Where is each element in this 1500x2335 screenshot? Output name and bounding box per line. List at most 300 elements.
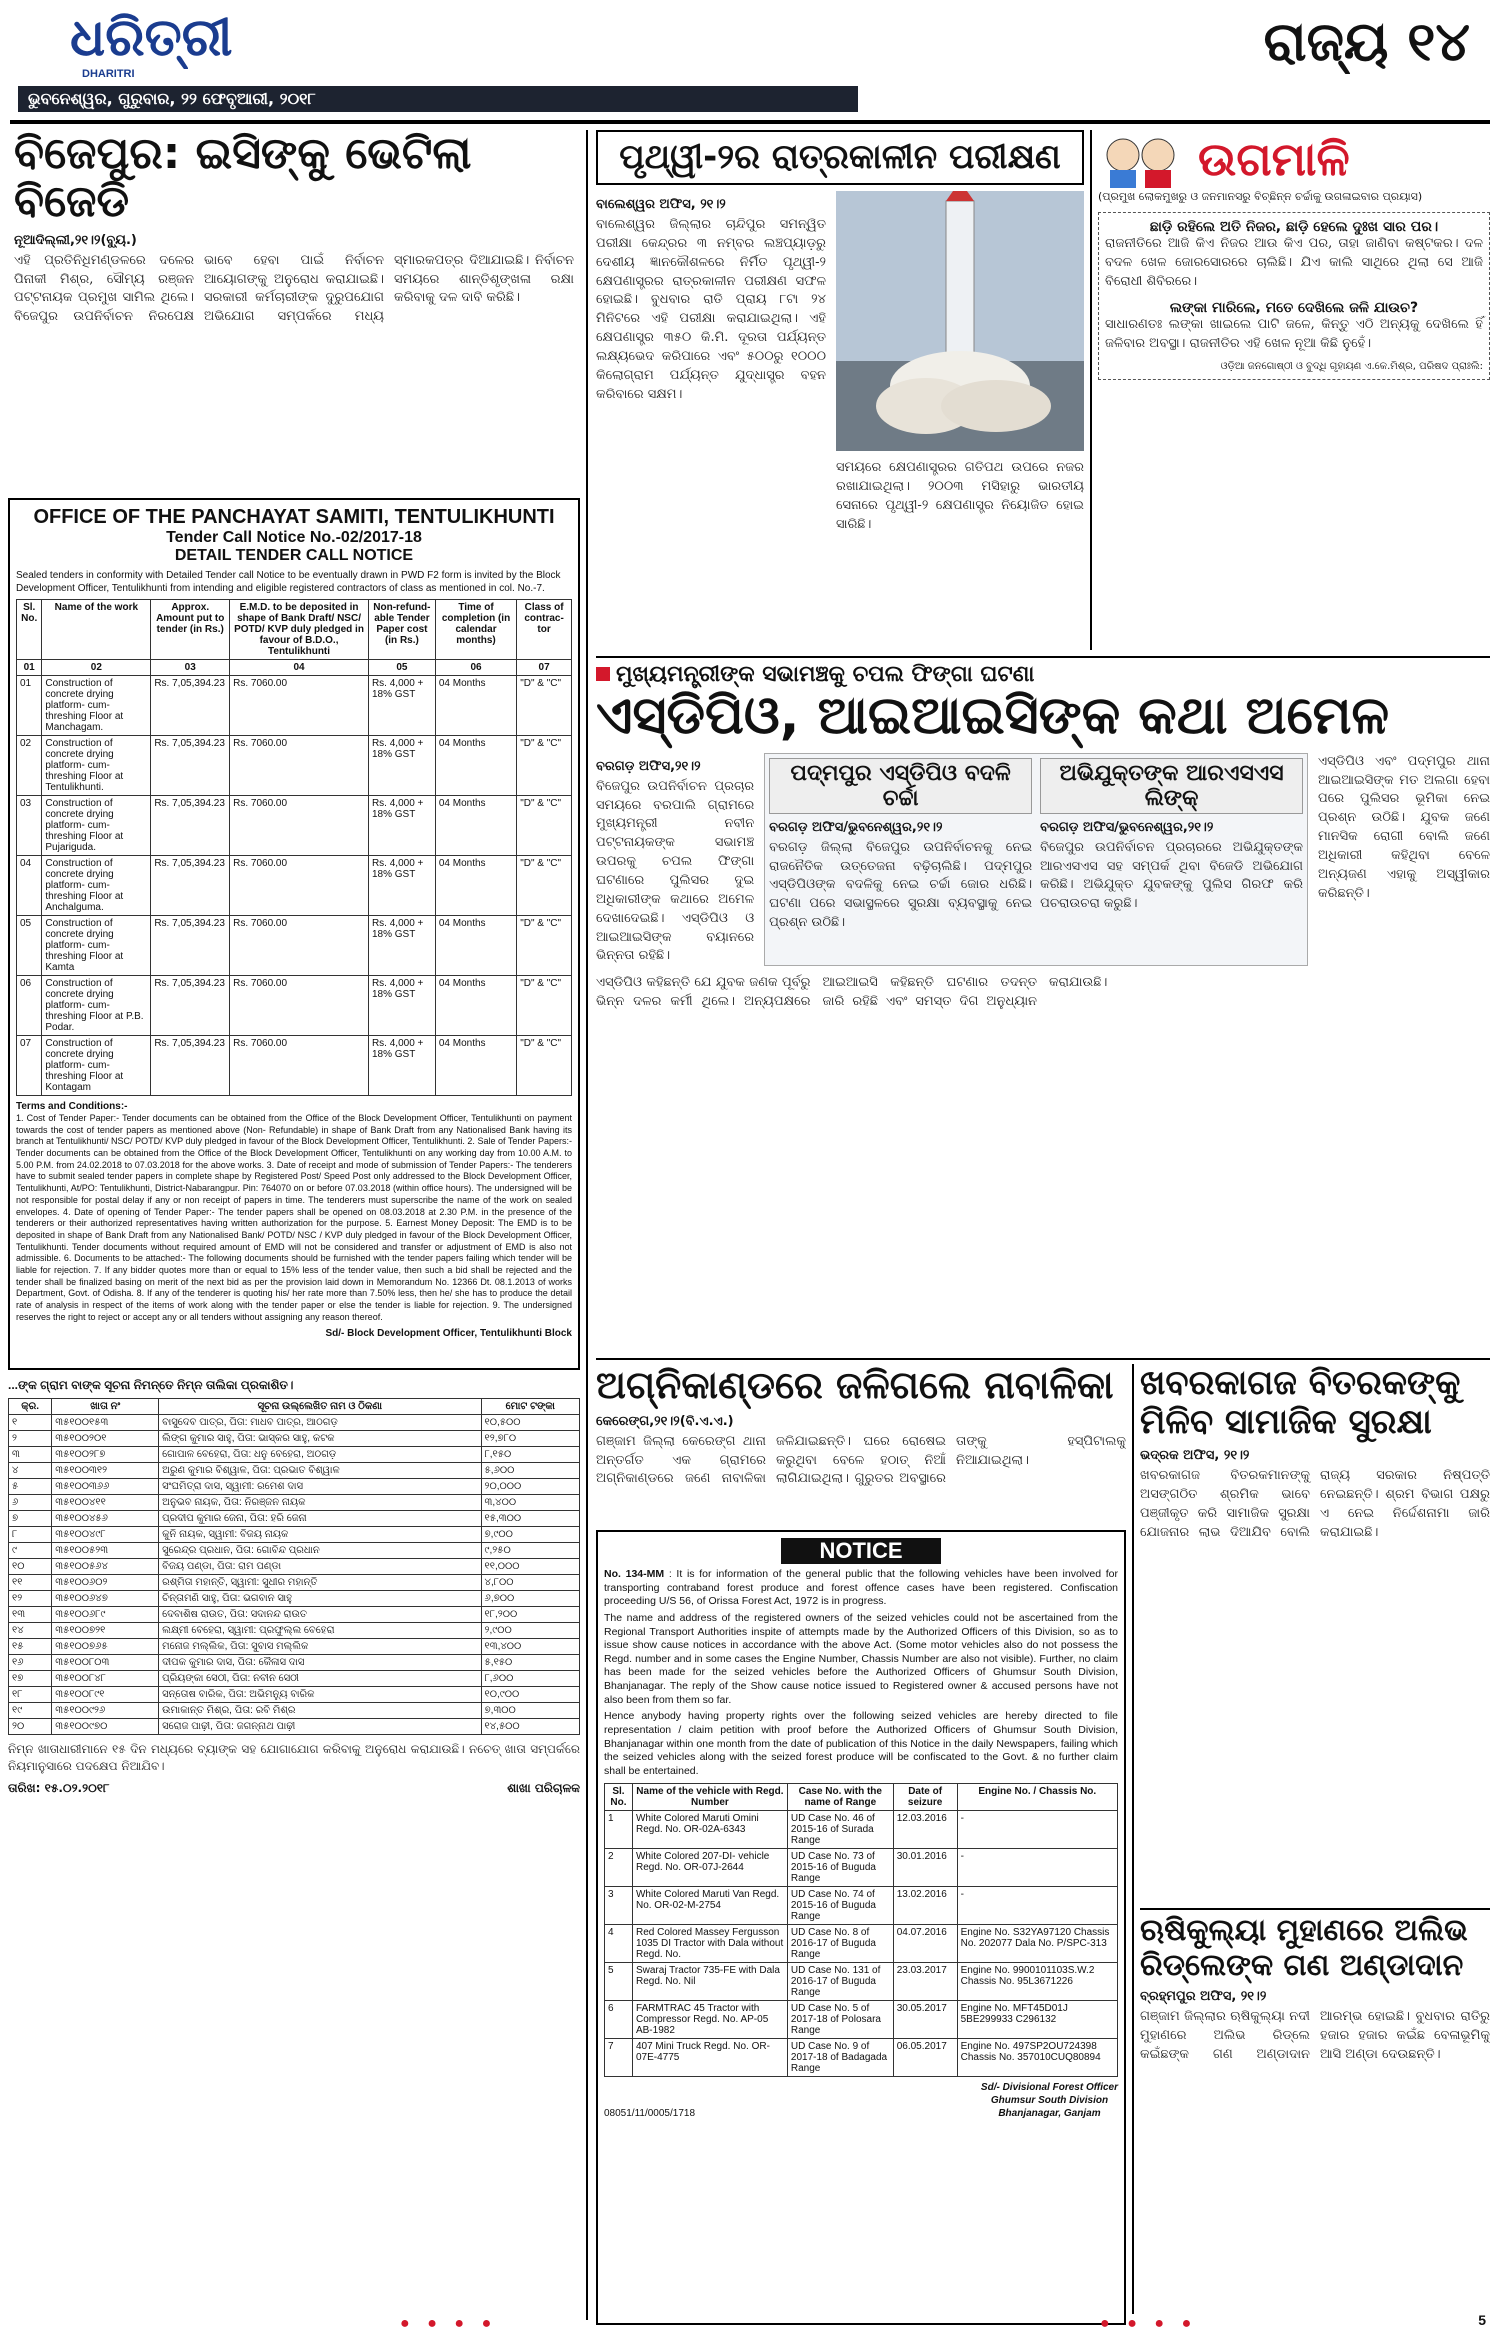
list-row [9,1478,580,1494]
table-cell: Rs. 7060.00 [230,916,369,976]
table-cell: ୫,୬୦୦ [481,1462,579,1478]
dateline: ଭୁବନେଶ୍ୱର, ଗୁରୁବାର, ୨୨ ଫେବୃଆରୀ, ୨୦୧୮ [18,86,858,112]
headline: ଏସ୍‌ଡିପିଓ, ଆଇଆଇସିଙ୍କ କଥା ଅମେଳ [596,686,1390,746]
story-body: ଗଞ୍ଜାମ ଜିଲ୍ଲା କେରେଙ୍ଗ ଥାନା ଅନ୍ତର୍ଗତ ଏକ ଗ୍ରାମରେ ଅଗ୍ନିକାଣ୍ଡରେ ଜଣେ ନାବାଳିକା ଜଳିଯାଇଛନ୍ତି। ଘରେ ରୋଷେଇ କରୁଥିବା ବେଳେ ହଠାତ୍ ନିଆଁ ଲାଗିଯାଇଥିଲା। ଗୁରୁତର ଅବସ୍ଥାରେ ତାଙ୍କୁ ହସ୍ପିଟାଲକୁ ନିଆଯାଇଥିଲା। [596,1433,1126,1487]
table-cell: UD Case No. 8 of 2016-17 of Buguda Range [787,1924,893,1962]
list-row [9,1654,580,1670]
table-cell: ୩୫୧୦୦୨୮୭ [52,1446,159,1462]
tender-row [17,916,572,976]
table-cell: Construction of concrete drying platform- cum- threshing Floor at P.B. Podar. [42,976,151,1036]
list-intro: ...ଙ୍କ ଗ୍ରାମ ବାଙ୍କ ସୂଚନା ନିମନ୍ତେ ନିମ୍ନ ତାଲିକା ପ୍ରକାଶିତ। [8,1378,294,1392]
table-cell: 04.07.2016 [893,1924,957,1962]
story-rushikulya [1140,1914,1490,2314]
table-cell: ମନୋଜ ମଲ୍ଲିକ, ପିତା: ସୁବାସ ମଲ୍ଲିକ [159,1638,481,1654]
list-row [9,1414,580,1430]
table-cell: Swaraj Tractor 735-FE with Dala Regd. No. Nil [632,1962,787,2000]
table-cell: ୪,୮୦୦ [481,1574,579,1590]
answer-1: ରାଜନୀତିରେ ଆଜି କିଏ ନିଜର ଆଉ କିଏ ପର, ତାହା ଜାଣିବା କଷ୍ଟକର। ଦଳ ବଦଳ ଖେଳ ଜୋରସୋରରେ ଚାଲିଛି। ଯିଏ କାଲି ସାଥିରେ ଥିଲା ସେ ଆଜି ବିରୋଧୀ ଶିବିରରେ। [1105,236,1483,289]
table-cell: Engine No. S32YA97120 Chassis No. 202077 Dala No. P/SPC-313 [957,1924,1117,1962]
table-cell: ଉମାକାନ୍ତ ମିଶ୍ର, ପିତା: ରବି ମିଶ୍ର [159,1702,481,1718]
table-cell: Rs. 7060.00 [230,976,369,1036]
tender-title: OFFICE OF THE PANCHAYAT SAMITI, TENTULIKHUNTI [33,506,555,528]
tender-row [17,676,572,736]
ugamali-intro: (ପ୍ରମୁଖ ଲୋକମୁଖରୁ ଓ ଜନମାନସରୁ ବିଚ୍ଛିନ୍ନ ଚର୍ଚ୍ଚାକୁ ଉଗଳାଇବାର ପ୍ରୟାସ) [1098,190,1423,203]
table-cell: ଅନୁଭବ ନାୟକ, ପିତା: ନିରଞ୍ଜନ ନାୟକ [159,1494,481,1510]
list-table [8,1398,580,1735]
officer-division: Ghumsur South Division [990,2094,1109,2106]
table-cell: ୮ [9,1526,52,1542]
notice-code: 08051/11/0005/1718 [604,2107,696,2119]
kicker: ମୁଖ୍ୟମନ୍ତ୍ରୀଙ୍କ ସଭାମଞ୍ଚକୁ ଚପଲ ଫିଙ୍ଗା ଘଟଣା [616,662,1035,687]
list-row [9,1510,580,1526]
table-cell: ଗୋପାଳ ବେହେରା, ପିତା: ଧନୁ ବେହେରା, ଅଠଗଡ଼ [159,1446,481,1462]
table-cell: Rs. 7060.00 [230,1036,369,1096]
table-cell: Engine No. 497SP2OU724398 Chassis No. 357010CUQ80894 [957,2038,1117,2076]
table-cell: UD Case No. 9 of 2017-18 of Badagada Range [787,2038,893,2076]
list-row [9,1590,580,1606]
table-cell: Rs. 7,05,394.23 [151,676,230,736]
notice-para-1: It is for information of the general public that the following vehicles have been involved for transporting contraband forest produce and forest offence cases have been registered. Confiscation proceeding U/S 56, of Orissa Forest Act, 1972 is in progress. [604,1568,1118,1608]
table-cell: 4 [605,1924,633,1962]
tender-table [16,599,572,1096]
table-cell: Rs. 7060.00 [230,796,369,856]
table-cell: UD Case No. 131 of 2016-17 of Buguda Range [787,1962,893,2000]
table-cell: "D" & "C" [517,916,572,976]
notice-title: NOTICE [781,1538,941,1564]
table-cell: Rs. 7060.00 [230,856,369,916]
table-cell: Engine No. MFT45D01J 5BE299933 C296132 [957,2000,1117,2038]
headline: ଅଗ୍ନିକାଣ୍ଡରେ ଜଳିଗଲେ ନାବାଳିକା [596,1364,1114,1407]
table-cell: ସଂଘମିତ୍ରା ଦାସ, ସ୍ୱାମୀ: ରମେଶ ଦାସ [159,1478,481,1494]
table-cell: ପ୍ରିୟଙ୍କା ସେଠୀ, ପିତା: ନବୀନ ସେଠୀ [159,1670,481,1686]
table-cell: 04 [17,856,42,916]
table-cell: Rs. 4,000 + 18% GST [368,976,435,1036]
tender-signature: Sd/- Block Development Officer, Tentulikhunti Block [325,1328,572,1340]
table-cell: 1 [605,1810,633,1848]
table-cell: ୧୫,୩୦୦ [481,1510,579,1526]
table-cell: Rs. 4,000 + 18% GST [368,856,435,916]
table-cell: 23.03.2017 [893,1962,957,2000]
table-cell: 04 Months [435,1036,516,1096]
vehicle-row [605,2038,1118,2076]
col-num: 06 [435,660,516,676]
column-divider [1132,1364,1134,2314]
th-total: ମୋଟ ଟଙ୍କା [481,1398,579,1414]
vehicle-row [605,2000,1118,2038]
table-cell: ଚିନ୍ତାମଣି ସାହୁ, ପିତା: ଭଗବାନ ସାହୁ [159,1590,481,1606]
tender-row [17,976,572,1036]
table-cell: ୧୩ [9,1606,52,1622]
table-cell: 2 [605,1848,633,1886]
table-cell: Rs. 7,05,394.23 [151,796,230,856]
table-cell: ବାସୁଦେବ ପାତ୍ର, ପିତା: ମାଧବ ପାତ୍ର, ଆଠଗଡ଼ [159,1414,481,1430]
table-cell: ଦୀପକ କୁମାର ଦାସ, ପିତା: କୈଳାସ ଦାସ [159,1654,481,1670]
table-cell: ୧୩,୪୦୦ [481,1638,579,1654]
th-work: Name of the work [42,600,151,660]
story-body: ଏହି ପ୍ରତିନିଧିମଣ୍ଡଳରେ ଦଳେର ପିନାକୀ ମିଶ୍ର, ସୌମ୍ୟ ରଞ୍ଜନ ପଟ୍ଟନାୟକ ପ୍ରମୁଖ ସାମିଲ ଥିଲେ। ବିଜେପୁର ଉପନିର୍ବାଚନ ନିରପେକ୍ଷ ଭାବେ ହେବା ପାଇଁ ନିର୍ବାଚନ ଆୟୋଗଙ୍କୁ ଅନୁରୋଧ କରାଯାଇଛି। ସରକାରୀ କର୍ମଚାରୀଙ୍କ ଦୁରୁପଯୋଗ ଅଭିଯୋଗ ସମ୍ପର୍କରେ ମଧ୍ୟ ସ୍ମାରକପତ୍ର ଦିଆଯାଇଛି। ନିର୍ବାଚନ ସମୟରେ ଶାନ୍ତିଶୃଙ୍ଖଳା ରକ୍ଷା କରିବାକୁ ଦଳ ଦାବି କରିଛି। [14,252,574,325]
byline: କେରେଙ୍ଗ,୨୧।୨(ବି.ଏ.ଏ.) [596,1413,734,1429]
byline: ଭଦ୍ରକ ଅଫିସ, ୨୧।୨ [1140,1448,1250,1464]
table-cell: Construction of concrete drying platform- cum- threshing Floor at Anchalguma. [42,856,151,916]
table-cell: ୭ [9,1510,52,1526]
table-cell: 06.05.2017 [893,2038,957,2076]
table-cell: ଲିଙ୍ଗ କୁମାର ସାହୁ, ପିତା: ଭାସ୍କର ସାହୁ, କଟକ [159,1430,481,1446]
th-emd: E.M.D. to be deposited in shape of Bank Draft/ NSC/ POTD/ KVP duly pledged in favour of B.D.O., Tentulikhunti [230,600,369,660]
table-cell: 04 Months [435,796,516,856]
story-body: ବାଲେଶ୍ୱର ଜିଲ୍ଲାର ଚାନ୍ଦିପୁର ସମନ୍ୱିତ ପରୀକ୍ଷା କେନ୍ଦ୍ରର ୩ ନମ୍ବର ଲଞ୍ଚପ୍ୟାଡ଼ରୁ ଦେଶୀୟ ଜ୍ଞାନକୌଶଳରେ ନିର୍ମିତ ପୃଥ୍ୱୀ-୨ କ୍ଷେପଣାସ୍ତ୍ରର ରାତ୍ରକାଳୀନ ପରୀକ୍ଷଣ ସଫଳ ହୋଇଛି। ବୁଧବାର ରାତି ପ୍ରାୟ ୮ଟା ୨୪ ମିନିଟରେ ଏହି ପରୀକ୍ଷା କରାଯାଇଥିଲା। ଏହି କ୍ଷେପଣାସ୍ତ୍ର ୩୫୦ କି.ମି. ଦୂରତା ପର୍ଯ୍ୟନ୍ତ ଲକ୍ଷ୍ୟଭେଦ କରିପାରେ ଏବଂ ୫୦୦ରୁ ୧୦୦୦ କିଲୋଗ୍ରାମ ପର୍ଯ୍ୟନ୍ତ ଯୁଦ୍ଧାସ୍ତ୍ର ବହନ କରିବାରେ ସକ୍ଷମ। [596,217,826,402]
table-cell: Rs. 4,000 + 18% GST [368,1036,435,1096]
table-cell: 5 [605,1962,633,2000]
quote-2: ଲଙ୍କା ମାରିଲେ, ମତେ ଦେଖିଲେ ଜଳି ଯାଉଚ? [1169,299,1419,316]
table-cell: ୩୫୧୦୦୪୯୮ [52,1526,159,1542]
table-cell: ୩୫୧୦୦୨୦୧ [52,1430,159,1446]
th-case: Case No. with the name of Range [787,1783,893,1810]
table-cell: ୩ [9,1446,52,1462]
section-rule [1140,1908,1490,1910]
story-fire [596,1364,1126,1524]
table-cell: "D" & "C" [517,736,572,796]
table-cell: ୧୦,୫୦୦ [481,1414,579,1430]
section-rule [596,1358,1490,1360]
list-row [9,1702,580,1718]
table-cell: ୪ [9,1462,52,1478]
vehicle-row [605,1848,1118,1886]
subhead-rss: ଅଭିଯୁକ୍ତଙ୍କ ଆରଏସଏସ ଲିଙ୍କ୍ [1040,758,1303,814]
table-cell: ୧୧,୦୦୦ [481,1558,579,1574]
th-slno: Sl. No. [17,600,42,660]
table-cell: ୩୫୧୦୦୩୬୬ [52,1478,159,1494]
table-cell: 12.03.2016 [893,1810,957,1848]
story-newspaper-distributors [1140,1364,1490,1904]
headline: ପୃଥ୍ୱୀ-୨ର ରାତ୍ରକାଳୀନ ପରୀକ୍ଷଣ [596,130,1084,185]
table-cell: 3 [605,1886,633,1924]
th-sl: କ୍ର. [9,1398,52,1414]
table-cell: - [957,1886,1117,1924]
table-cell: ୧୪,୫୦୦ [481,1718,579,1734]
table-cell: - [957,1810,1117,1848]
table-cell: ୧୭ [9,1670,52,1686]
story-body-left: ବିଜେପୁର ଉପନିର୍ବାଚନ ପ୍ରଚାର ସମୟରେ ବରପାଲି ଗ୍ରାମରେ ମୁଖ୍ୟମନ୍ତ୍ରୀ ନବୀନ ପଟ୍ଟନାୟକଙ୍କ ସଭାମଞ୍ଚ ଉପରକୁ ଚପଲ ଫିଙ୍ଗା ଘଟଣାରେ ପୁଲିସର ଦୁଇ ଅଧିକାରୀଙ୍କ କଥାରେ ଅମେଳ ଦେଖାଦେଇଛି। ଏସ୍‌ଡିପିଓ ଓ ଆଇଆଇସିଙ୍କ ବୟାନରେ ଭିନ୍ନତା ରହିଛି। [596,778,755,964]
table-cell: Construction of concrete drying platform- cum- threshing Floor at Manchagam. [42,676,151,736]
table-cell: ୧୫ [9,1638,52,1654]
table-cell: Rs. 4,000 + 18% GST [368,916,435,976]
table-cell: ୧୧ [9,1574,52,1590]
notice-para-2: The name and address of the registered owners of the seized vehicles could not be ascertained from the Regional Transport Authorities inspite of attempts made by the Authorized Officers of this Division, so as to issue show cause notices in accordance with the above Act. (Some motor vehicles also do not possess the Regd. number and in some cases the Engine Number, Chassis Number are also not visible). Further, no claim has been made for the seized vehicles before the Authorized Officers of Ghumsur South Division, Bhanjanagar. The reply of the Show cause notice issued to Registered owner & accused persons have not also been from them so far. [604,1611,1118,1706]
table-cell: Rs. 7,05,394.23 [151,1036,230,1096]
th-time: Time of completion (in calendar months) [435,600,516,660]
vehicle-row [605,1924,1118,1962]
table-cell: ୭,୯୦୦ [481,1526,579,1542]
table-cell: Rs. 7,05,394.23 [151,856,230,916]
table-cell: 6 [605,2000,633,2038]
table-cell: Rs. 7060.00 [230,736,369,796]
missile-launch-photo [836,191,1084,451]
officer-signature: Sd/- Divisional Forest Officer [980,2081,1118,2093]
table-cell: "D" & "C" [517,796,572,856]
forest-vehicle-notice: NOTICE No. 134-MM : It is for information of the general public that the following vehicles have been involved for transporting contraband forest produce and forest offence cases have been registered. Confiscation proceeding U/S 56, of Orissa Forest Act, 1972 is in progress. The name and address of the registered owners of the seized vehicles could not be ascertained from the Regional Transport Authorities inspite of attempts made by the Authorized Officers of this Division, so as to issue show cause notices in accordance with the above Act. (Some motor vehicles also do not possess the Regd. number and in some cases the Engine Number, Chassis Number are also not visible). Further, no claim has been made for the seized vehicles before the Authorized Officers of Ghumsur South Division, Bhanjanagar. The reply of the Show cause notice issued to Registered owner & accused persons have not also been from them so far. Hence anybody having property rights over the following seized vehicles are hereby directed to file representation / claim petition with proof before the Authorized Officers of Ghumsur South Division, Bhanjanagar within one month from the date of publication of this Notice in the daily Newspapers, failing which the seized vehicles along with the seized forest produce will be confiscated to the Govt. & no further claim shall be entertained. Sl. No. Name of the vehicle with Regd. Number Case No. with the name of Range Date of seizure Engine No. / Chassis No. 1 White Colored Maruti Omini Regd. No. OR-02A-6343 UD Case No. 46 of 2015-16 of Surada Range 12.03.2016 - 2 White Colored 207-DI- vehicle Regd. No. OR-07J-2644 UD Case No. 73 of 2015-16 of Buguda Range 30.01.2016 - 3 White Colored Maruti Van Regd. No. OR-02-M-2754 UD Case No. 74 of 2015-16 of Buguda Range 13.02.2016 - 4 Red Colored Massey Fergusson 1035 DI Tractor with Dala without Regd. No. UD Case No. 8 of 2016-17 of Buguda Range 04.07.2016 Engine No. S32YA97120 Chassis No. 202077 Dala No. P/SPC-313 5 Swaraj Tractor 735-FE with Dala Regd. No. Nil UD Case No. 131 of 2016-17 of Buguda Range 23.03.2017 Engine No. 9900101103S.W.2 Chassis No. 95L3671226 6 FARMTRAC 45 Tractor with Compressor Regd. No. AP-05 AB-1982 UD Case No. 5 of 2017-18 of Polosara Range 30.05.2017 Engine No. MFT45D01J 5BE299933 C296132 7 407 Mini Truck Regd. No. OR-07E-4775 UD Case No. 9 of 2017-18 of Badagada Range 06.05.2017 Engine No. 497SP2OU724398 Chassis No. 357010CUQ80894 08051/11/0005/1718 Sd/- Divisional Forest Officer Ghumsur South Division Bhanjanagar, Ganjam [596,1530,1126,2325]
tender-detail: DETAIL TENDER CALL NOTICE [174,547,414,564]
story-bijepur [14,130,574,490]
story-cm-meeting [596,662,1490,1352]
vehicle-table [604,1783,1118,2077]
table-cell: Construction of concrete drying platform- cum- threshing Floor at Pujariguda. [42,796,151,856]
table-cell: ୩୫୧୦୦୬୪୭ [52,1590,159,1606]
tender-row [17,856,572,916]
table-cell: ବିଜୟ ପଣ୍ଡା, ପିତା: ରାମ ପଣ୍ଡା [159,1558,481,1574]
th-cost: Non-refund-able Tender Paper cost (in Rs.) [368,600,435,660]
table-cell: Construction of concrete drying platform- cum- threshing Floor at Kamta [42,916,151,976]
list-row [9,1718,580,1734]
registration-dots: ● ● ● ● [400,2315,496,2333]
table-cell: White Colored Maruti Omini Regd. No. OR-02A-6343 [632,1810,787,1848]
col-num: 01 [17,660,42,676]
column-divider [586,130,588,2320]
story-prithvi [596,130,1084,650]
table-cell: ୩୫୧୦୦୪୫୬ [52,1510,159,1526]
table-cell: "D" & "C" [517,1036,572,1096]
table-cell: ପ୍ରଦୀପ କୁମାର ଜେନା, ପିତା: ହରି ଜେନା [159,1510,481,1526]
table-cell: ୫,୧୫୦ [481,1654,579,1670]
table-cell: ୩୫୧୦୦୮୦୩ [52,1654,159,1670]
table-cell: ୬ [9,1494,52,1510]
table-cell: ୨ [9,1430,52,1446]
ugamali-column [1098,130,1490,650]
table-cell: Rs. 7,05,394.23 [151,736,230,796]
story-body-right: ଏସ୍‌ଡିପିଓ ଏବଂ ପଦ୍ମପୁର ଥାନା ଆଇଆଇସିଙ୍କ ମତ ଅଲଗା ହେବା ପରେ ପୁଲିସର ଭୂମିକା ନେଇ ପ୍ରଶ୍ନ ଉଠିଛି। ଯୁବକ ଜଣେ ମାନସିକ ରୋଗୀ ବୋଲି ଜଣେ ଅଧିକାରୀ କହିଥିବା ବେଳେ ଅନ୍ୟଜଣ ଏହାକୁ ଅସ୍ୱୀକାର କରିଛନ୍ତି। [1318,753,1490,901]
list-row [9,1622,580,1638]
table-cell: 06 [17,976,42,1036]
table-cell: ୧୬ [9,1654,52,1670]
table-cell: ୧ [9,1414,52,1430]
table-cell: ୨୦,୦୦୦ [481,1478,579,1494]
list-row [9,1462,580,1478]
list-date: ତାରିଖ: ୧୫.୦୨.୨୦୧୮ [8,1781,110,1796]
table-cell: Rs. 7060.00 [230,676,369,736]
table-cell: Rs. 4,000 + 18% GST [368,676,435,736]
table-cell: White Colored 207-DI- vehicle Regd. No. OR-07J-2644 [632,1848,787,1886]
table-cell: 01 [17,676,42,736]
table-cell: ୭,୩୦୦ [481,1702,579,1718]
tender-row [17,736,572,796]
table-cell: Rs. 7,05,394.23 [151,916,230,976]
table-cell: ୮,୧୫୦ [481,1446,579,1462]
sub-byline: ବରଗଡ଼ ଅଫିସ/ଭୁବନେଶ୍ୱର,୨୧।୨ [769,819,943,835]
table-cell: 07 [17,1036,42,1096]
byline: ବାଲେଶ୍ୱର ଅଫିସ, ୨୧।୨ [596,197,726,213]
tender-number: Tender Call Notice No.-02/2017-18 [166,529,422,546]
table-cell: ୧୪ [9,1622,52,1638]
table-cell: 30.05.2017 [893,2000,957,2038]
th-name: ସୂଚନା ଉଲ୍ଲେଖିତ ନାମ ଓ ଠିକଣା [159,1398,481,1414]
table-cell: ୯,୨୫୦ [481,1542,579,1558]
table-cell: 407 Mini Truck Regd. No. OR-07E-4775 [632,2038,787,2076]
table-cell: Rs. 7,05,394.23 [151,976,230,1036]
col-num: 04 [230,660,369,676]
vehicle-row [605,1886,1118,1924]
table-cell: ୩,୪୦୦ [481,1494,579,1510]
vehicle-row [605,1810,1118,1848]
bank-list-notice [8,1378,580,2323]
table-cell: ୧୮ [9,1686,52,1702]
table-cell: 04 Months [435,976,516,1036]
table-cell: "D" & "C" [517,676,572,736]
table-cell: UD Case No. 46 of 2015-16 of Surada Range [787,1810,893,1848]
table-cell: ସରୋଜ ପାଢ଼ୀ, ପିତା: ଜଗନ୍ନାଥ ପାଢ଼ୀ [159,1718,481,1734]
th-account: ଖାତା ନଂ [52,1398,159,1414]
table-cell: 04 Months [435,856,516,916]
col-num: 05 [368,660,435,676]
story-body: ଗଞ୍ଜାମ ଜିଲ୍ଲାର ଋଷିକୁଲ୍ୟା ନଦୀ ମୁହାଣରେ ଅଲିଭ ରିଡ୍‌ଲେ କଇଁଛଙ୍କ ଗଣ ଅଣ୍ଡାଦାନ ଆରମ୍ଭ ହୋଇଛି। ବୁଧବାର ରାତିରୁ ହଜାର ହଜାର କଇଁଛ ବେଳାଭୂମିକୁ ଆସି ଅଣ୍ଡା ଦେଉଛନ୍ତି। [1140,2009,1490,2062]
table-cell: ୧୦,୯୦୦ [481,1686,579,1702]
header-rule [10,120,1490,124]
col-num: 07 [517,660,572,676]
table-cell: ୫ [9,1478,52,1494]
table-cell: Red Colored Massey Fergusson 1035 DI Tractor with Dala without Regd. No. [632,1924,787,1962]
table-cell: "D" & "C" [517,856,572,916]
sub-body-2: ବିଜେପୁର ଉପନିର୍ବାଚନ ପ୍ରଚାରରେ ଅଭିଯୁକ୍ତଙ୍କ ଆରଏସଏସ ସହ ସମ୍ପର୍କ ଥିବା ବିଜେଡି ଅଭିଯୋଗ କରିଛି। ଅଭିଯୁକ୍ତ ଯୁବକଙ୍କୁ ପୁଲିସ ଗିରଫ କରି ପଚରାଉଚରା କରୁଛି। [1040,839,1304,912]
table-cell: ୩୫୧୦୦୬୮୯ [52,1606,159,1622]
sub-byline: ବରଗଡ଼ ଅଫିସ/ଭୁବନେଶ୍ୱର,୨୧।୨ [1040,819,1214,835]
story-body-continued: ସମୟରେ କ୍ଷେପଣାସ୍ତ୍ରର ଗତିପଥ ଉପରେ ନଜର ରଖାଯାଇଥିଲା। ୨୦୦୩ ମସିହାରୁ ଭାରତୀୟ ସେନାରେ ପୃଥ୍ୱୀ-୨ କ୍ଷେପଣାସ୍ତ୍ର ନିୟୋଜିତ ହୋଇ ସାରିଛି। [836,460,1084,532]
table-cell: UD Case No. 74 of 2015-16 of Buguda Range [787,1886,893,1924]
terms-text: 1. Cost of Tender Paper:- Tender documents can be obtained from the Office of the Block Development Officer, Tentulikhunti on payment towards the cost of tender papers as mentioned above (Non- Refundable) in shape of Bank Draft from any Nationalised Bank having its branch at Tentulikhunti/ NSC/ POTD/ KVP duly pledged in favour of the Block Development Officer, Tentulikhunti. 2. Sale of Tender Papers:- Tender documents can be obtained from the Office of the Block Development Officer, Tentulikhunti on any working day from 10.00 A.M. to 5.00 P.M. from 24.02.2018 to 07.03.2018 for the above works. 3. Date of receipt and mode of submission of Tender Papers:- The tenderers have to submit sealed tender papers in complete shape by Registered Post/ Speed Post only addressed to the Block Development Officer, Tentulikhunti, At/PO: Tentulikhunti, District-Nabarangpur. Pin: 764070 on or before 07.03.2018 (within office hours). The undersigned will be not responsible for postal delay if any or non receipt of papers in time. The tenderers must superscribe the name of the work on sealed envelopes. 4. Date of opening of Tender Paper:- The tender papers shall be opened on 08.03.2018 at 2.30 P.M. in the presence of the tenderers or their authorized representatives having written authorization for the purpose. 5. Earnest Money Deposit: The EMD is to be deposited in shape of Bank Draft from any Nationalised Bank/ POTD/ NSC / KVP duly pledged in favour of the Block Development Officer, Tentulikhunti. Tender documents without required amount of EMD will not be considered and transfer or adjustment of EMD is also not admissible. 6. Documents to be attached:- The following documents should be furnished with the tender papers failing which tender will be liable for rejection. 7. If any bidder quotes more than or equal to 15% less of the tender value, then such a bid shall be rejected and the tender shall be finalized basing on merit of the next bid as per the provision laid down in Memorandum No. 12366 Dt. 08.1.2013 of works Department, Govt. of Odisha. 8. If any of the tenderer is quoting his/ her rate more than 7.50% less, then he/ she has to produce the detail rate of analysis in respect of the items of work along with the tender paper or else the tender is liable for rejection. 9. The undersigned reserves the right to reject or accept any or all tenders without assigning any reason thereof. [16,1113,572,1322]
table-cell: Engine No. 9900101103S.W.2 Chassis No. 95L3671226 [957,1962,1117,2000]
tender-row [17,796,572,856]
notice-para-3: Hence anybody having property rights over the following seized vehicles are hereby directed to file representation / claim petition with proof before the Authorized Officers of Ghumsur South Division, Bhanjanagar within one month from the date of publication of this Notice in the daily Newspapers, failing which the seized vehicles along with the seized forest produce will be confiscated to the Govt. & no further claim shall be entertained. [604,1710,1118,1777]
cartoon-characters-icon [1098,130,1188,190]
terms-title: Terms and Conditions:- [16,1101,128,1112]
th-sl: Sl. No. [605,1783,633,1810]
table-cell: ୧୦ [9,1558,52,1574]
table-cell: ୧୯ [9,1702,52,1718]
th-class: Class of contrac-tor [517,600,572,660]
table-cell: ୩୫୧୦୦୫୨୩ [52,1542,159,1558]
tender-intro: Sealed tenders in conformity with Detailed Tender call Notice to be eventually drawn in PWD F2 form is invited by the Block Development Officer, Tentulikhunti from intending and eligible registered contractors of class as mentioned in col. No.-7. [16,570,561,594]
table-cell: ଲକ୍ଷ୍ମୀ ବେହେରା, ସ୍ୱାମୀ: ପ୍ରଫୁଲ୍ଲ ବେହେରା [159,1622,481,1638]
list-footer: ନିମ୍ନ ଖାତାଧାରୀମାନେ ୧୫ ଦିନ ମଧ୍ୟରେ ବ୍ୟାଙ୍କ ସହ ଯୋଗାଯୋଗ କରିବାକୁ ଅନୁରୋଧ କରାଯାଉଛି। ନଚେତ୍ ଖାତା ସମ୍ପର୍କରେ ନିୟମାନୁସାରେ ପଦକ୍ଷେପ ନିଆଯିବ। [8,1741,580,1773]
col-num: 02 [42,660,151,676]
table-cell: White Colored Maruti Van Regd. No. OR-02-M-2754 [632,1886,787,1924]
list-rows [9,1414,580,1734]
list-row [9,1606,580,1622]
table-cell: 13.02.2016 [893,1886,957,1924]
tender-row [17,1036,572,1096]
tender-notice [8,498,580,1370]
subhead-padampur: ପଦ୍ମପୁର ଏସ୍‌ଡିପିଓ ବଦଳି ଚର୍ଚ୍ଚା [769,758,1032,814]
table-cell: 04 Months [435,676,516,736]
logo-subtitle: DHARITRI [82,68,135,80]
list-row [9,1638,580,1654]
byline: ନୂଆଦିଲ୍ଲୀ,୨୧।୨(ବ୍ୟୁ.) [14,232,137,248]
table-cell: UD Case No. 73 of 2015-16 of Buguda Range [787,1848,893,1886]
table-cell: 02 [17,736,42,796]
th-engine: Engine No. / Chassis No. [957,1783,1117,1810]
list-row [9,1574,580,1590]
table-cell: ୩୫୧୦୦୧୫୩ [52,1414,159,1430]
table-cell: ଅରୁଣ କୁମାର ବିଶ୍ୱାଳ, ପିତା: ପ୍ରଭାତ ବିଶ୍ୱାଳ [159,1462,481,1478]
table-cell: ସୁରେନ୍ଦ୍ର ପ୍ରଧାନ, ପିତା: ଗୋବିନ୍ଦ ପ୍ରଧାନ [159,1542,481,1558]
table-cell: 05 [17,916,42,976]
table-cell: 04 Months [435,736,516,796]
table-cell: ୩୫୧୦୦୯୨୬ [52,1702,159,1718]
vehicle-row [605,1962,1118,2000]
byline: ବରଗଡ଼ ଅଫିସ,୨୧।୨ [596,758,701,774]
column-divider [1090,130,1092,650]
vehicle-rows [605,1810,1118,2076]
list-row [9,1670,580,1686]
table-cell: ୬,୭୦୦ [481,1590,579,1606]
table-cell: ସନ୍ତୋଷ ବାରିକ, ପିତା: ଅଭିମନ୍ୟୁ ବାରିକ [159,1686,481,1702]
table-cell: ରଶ୍ମିତା ମହାନ୍ତି, ସ୍ୱାମୀ: ସୁଧୀର ମହାନ୍ତି [159,1574,481,1590]
byline: ବ୍ରହ୍ମପୁର ଅଫିସ, ୨୧।୨ [1140,1989,1267,2004]
list-row [9,1542,580,1558]
table-cell: ୩୫୧୦୦୪୧୧ [52,1494,159,1510]
table-cell: Construction of concrete drying platform- cum- threshing Floor at Tentulikhunti. [42,736,151,796]
kicker-marker [596,667,610,681]
table-cell: ୩୫୧୦୦୩୧୨ [52,1462,159,1478]
table-cell: ୩୫୧୦୦୮୯୧ [52,1686,159,1702]
table-cell: ୧୨,୭୮୦ [481,1430,579,1446]
table-cell: ୯ [9,1542,52,1558]
table-cell: ୩୫୧୦୦୯୭୦ [52,1718,159,1734]
ugamali-signature: ଓଡ଼ିଆ ଜନଗୋଷ୍ଠୀ ଓ ବୁଦ୍ଧି ଗୃହାୟଣ ଏ.କେ.ମିଶ୍ର, ପରିଷଦ ପ୍ରାଃଲି: [1220,360,1483,372]
th-amount: Approx. Amount put to tender (in Rs.) [151,600,230,660]
table-cell: ୩୫୧୦୦୭୬୫ [52,1638,159,1654]
list-row [9,1430,580,1446]
table-cell: ଦେବାଶିଷ ରାଉତ, ପିତା: ସଦାନନ୍ଦ ରାଉତ [159,1606,481,1622]
table-cell: Construction of concrete drying platform- cum- threshing Floor at Kontagam [42,1036,151,1096]
th-date: Date of seizure [893,1783,957,1810]
headline: ବିଜେପୁର: ଇସିଙ୍କୁ ଭେଟିଲା ବିଜେଡି [14,130,472,228]
table-cell: 30.01.2016 [893,1848,957,1886]
table-cell: FARMTRAC 45 Tractor with Compressor Regd. No. AP-05 AB-1982 [632,2000,787,2038]
officer-location: Bhanjanagar, Ganjam [998,2107,1101,2119]
headline: ଖବରକାଗଜ ବିତରକଙ୍କୁ ମିଳିବ ସାମାଜିକ ସୁରକ୍ଷା [1140,1364,1461,1443]
table-cell: 03 [17,796,42,856]
section-title: ରାଜ୍ୟ ୧୪ [1263,10,1470,73]
headline: ଋଷିକୁଲ୍ୟା ମୁହାଣରେ ଅଲିଭ ରିଡ୍‌ଲେଙ୍କ ଗଣ ଅଣ୍ଡାଦାନ [1140,1914,1468,1983]
list-row [9,1686,580,1702]
table-cell: ୩୫୧୦୦୫୬୪ [52,1558,159,1574]
table-cell: ୩୫୧୦୦୭୨୧ [52,1622,159,1638]
table-cell: ୩୫୧୦୦୬୦୨ [52,1574,159,1590]
table-cell: - [957,1848,1117,1886]
list-row [9,1494,580,1510]
table-cell: ୮,୬୦୦ [481,1670,579,1686]
table-cell: Rs. 4,000 + 18% GST [368,796,435,856]
list-signature: ଶାଖା ପରିଚାଳକ [507,1781,580,1796]
sub-body-1: ବରଗଡ଼ ଜିଲ୍ଲା ବିଜେପୁର ଉପନିର୍ବାଚନକୁ ନେଇ ରାଜନୈତିକ ଉତ୍ତେଜନା ବଢ଼ିଚାଲିଛି। ପଦ୍ମପୁର ଏସ୍‌ଡିପିଓଙ୍କ ବଦଳିକୁ ନେଇ ଚର୍ଚ୍ଚା ଜୋର ଧରିଛି। ଘଟଣା ପରେ ସଭାସ୍ଥଳରେ ସୁରକ୍ଷା ବ୍ୟବସ୍ଥାକୁ ନେଇ ପ୍ରଶ୍ନ ଉଠିଛି। [769,839,1033,931]
th-vehicle: Name of the vehicle with Regd. Number [632,1783,787,1810]
table-cell: ୩୫୧୦୦୮୪୮ [52,1670,159,1686]
list-row [9,1526,580,1542]
table-cell: Rs. 4,000 + 18% GST [368,736,435,796]
list-row [9,1446,580,1462]
ugamali-title: ଉଗମାଳି [1198,132,1350,186]
dharitri-logo: ଧରିତ୍ରୀ [70,8,233,68]
quote-1: ଛାଡ଼ି ରହିଲେ ଅତି ନିଜର, ଛାଡ଼ି ହେଲେ ଦୁଃଖ ସାର ପର। [1149,219,1439,236]
story-body-bottom: ଏସ୍‌ଡିପିଓ କହିଛନ୍ତି ଯେ ଯୁବକ ଜଣକ ପୂର୍ବରୁ ଭିନ୍ନ ଦଳର କର୍ମୀ ଥିଲେ। ଅନ୍ୟପକ୍ଷରେ ଆଇଆଇସି କହିଛନ୍ତି ଘଟଣାର ତଦନ୍ତ ଜାରି ରହିଛି ଏବଂ ସମସ୍ତ ଦିଗ ଅନୁଧ୍ୟାନ କରାଯାଉଛି। [596,975,1108,1010]
table-cell: କୁନି ନାୟକ, ସ୍ୱାମୀ: ବିଜୟ ନାୟକ [159,1526,481,1542]
section-rule [596,656,1490,658]
table-cell: 7 [605,2038,633,2076]
notice-number: No. 134-MM [604,1568,665,1580]
table-cell: ୨,୯୦୦ [481,1622,579,1638]
page-number: 5 [1478,2312,1486,2328]
table-cell: ୧୨ [9,1590,52,1606]
story-body: ଖବରକାଗଜ ବିତରକମାନଙ୍କୁ ଅସଙ୍ଗଠିତ ଶ୍ରମିକ ଭାବେ ପଞ୍ଜୀକୃତ କରି ସାମାଜିକ ସୁରକ୍ଷା ଯୋଜନାର ଲାଭ ଦିଆଯିବ ବୋଲି ରାଜ୍ୟ ସରକାର ନିଷ୍ପତ୍ତି ନେଇଛନ୍ତି। ଶ୍ରମ ବିଭାଗ ପକ୍ଷରୁ ଏ ନେଇ ନିର୍ଦ୍ଦେଶନାମା ଜାରି କରାଯାଇଛି। [1140,1468,1490,1540]
table-cell: ୧୮,୨୦୦ [481,1606,579,1622]
